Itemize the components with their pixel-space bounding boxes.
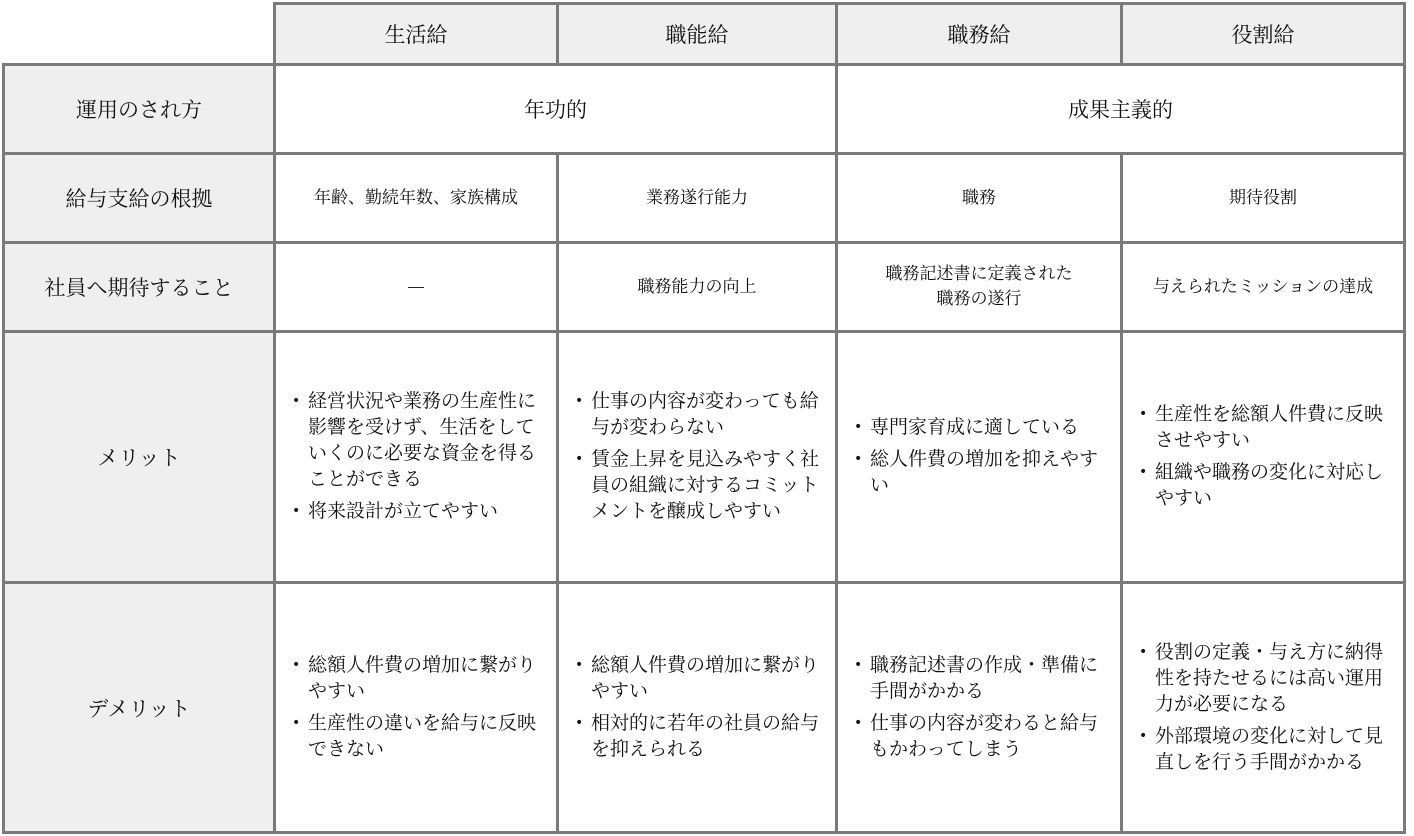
basis-cell (1120, 152, 1406, 244)
bullet-list (290, 648, 544, 768)
expectation-cell (835, 241, 1123, 333)
row-header-label: メリット (97, 446, 181, 470)
bullet-list (573, 648, 823, 768)
bullet-item: • 専門家育成に適している (852, 414, 1108, 440)
merit-cell (835, 330, 1123, 584)
cell-text: 年齢、勤続年数、家族構成 (314, 187, 518, 208)
row-header-basis (2, 152, 276, 244)
cell-text: 成果主義的 (1068, 98, 1173, 122)
column-header-label: 職務給 (947, 23, 1011, 47)
bullet-item: • 総人件費の増加を抑えやすい (852, 446, 1108, 498)
demerit-cell (273, 581, 559, 834)
cell-text: 職務 (962, 187, 996, 208)
bullet-item: • 職務記述書の作成・準備に手間がかかる (852, 652, 1108, 704)
cell-text-line: 職務の遂行 (936, 289, 1022, 309)
column-header-shokumukyu (835, 2, 1123, 66)
bullet-item: • 外部環境の変化に対して見直しを行う手間がかかる (1137, 723, 1391, 775)
operation-span-seniority (273, 63, 838, 155)
bullet-list (852, 648, 1108, 768)
bullet-item: • 仕事の内容が変わると給与もかわってしまう (852, 710, 1108, 762)
cell-text: 職務能力の向上 (637, 276, 757, 297)
bullet-item: • 総額人件費の増加に繋がりやすい (290, 652, 544, 704)
row-header-label: 給与支給の根拠 (65, 187, 213, 211)
merit-cell (556, 330, 838, 584)
merit-cell (273, 330, 559, 584)
column-header-label: 職能給 (665, 23, 729, 47)
bullet-item: • 賃金上昇を見込みやすく社員の組織に対するコミットメントを醸成しやすい (573, 446, 823, 524)
bullet-item: • 相対的に若年の社員の給与を抑えられる (573, 710, 823, 762)
bullet-item: • 将来設計が立てやすい (290, 498, 544, 524)
column-header-shokunokyu (556, 2, 838, 66)
demerit-cell (556, 581, 838, 834)
bullet-item: • 生産性を総額人件費に反映させやすい (1137, 401, 1391, 453)
bullet-item: • 総額人件費の増加に繋がりやすい (573, 652, 823, 704)
basis-cell (556, 152, 838, 244)
column-header-label: 役割給 (1231, 23, 1295, 47)
operation-span-performance (835, 63, 1406, 155)
column-header-yakuwarikyu (1120, 2, 1406, 66)
cell-text: － (405, 276, 427, 300)
row-header-operation (2, 63, 276, 155)
basis-cell (835, 152, 1123, 244)
bullet-list (852, 410, 1108, 504)
bullet-list (573, 384, 823, 530)
cell-text: 期待役割 (1229, 187, 1297, 208)
cell-text: 年功的 (524, 98, 587, 122)
bullet-item: • 役割の定義・与え方に納得性を持たせるには高い運用力が必要になる (1137, 639, 1391, 717)
demerit-cell (835, 581, 1123, 834)
basis-cell (273, 152, 559, 244)
demerit-cell (1120, 581, 1406, 834)
bullet-list (1137, 397, 1391, 517)
merit-cell (1120, 330, 1406, 584)
expectation-cell (556, 241, 838, 333)
cell-text: 業務遂行能力 (646, 187, 748, 208)
cell-text-line: 職務記述書に定義された (885, 264, 1073, 284)
bullet-item: • 経営状況や業務の生産性に影響を受けず、生活をしていくのに必要な資金を得ることができる (290, 388, 544, 492)
row-header-merit (2, 330, 276, 584)
expectation-cell (1120, 241, 1406, 333)
column-header-seikatsukyu (273, 2, 559, 66)
row-header-expectation (2, 241, 276, 333)
bullet-list (290, 384, 544, 530)
bullet-item: • 生産性の違いを給与に反映できない (290, 710, 544, 762)
expectation-cell (273, 241, 559, 333)
column-header-label: 生活給 (384, 23, 448, 47)
row-header-label: 社員へ期待すること (44, 276, 234, 300)
row-header-label: 運用のされ方 (76, 98, 202, 122)
cell-text: 与えられたミッションの達成 (1152, 276, 1374, 297)
row-header-label: デメリット (87, 696, 191, 721)
bullet-item: • 仕事の内容が変わっても給与が変わらない (573, 388, 823, 440)
bullet-item: • 組織や職務の変化に対応しやすい (1137, 459, 1391, 511)
bullet-list (1137, 635, 1391, 781)
row-header-demerit (2, 581, 276, 834)
